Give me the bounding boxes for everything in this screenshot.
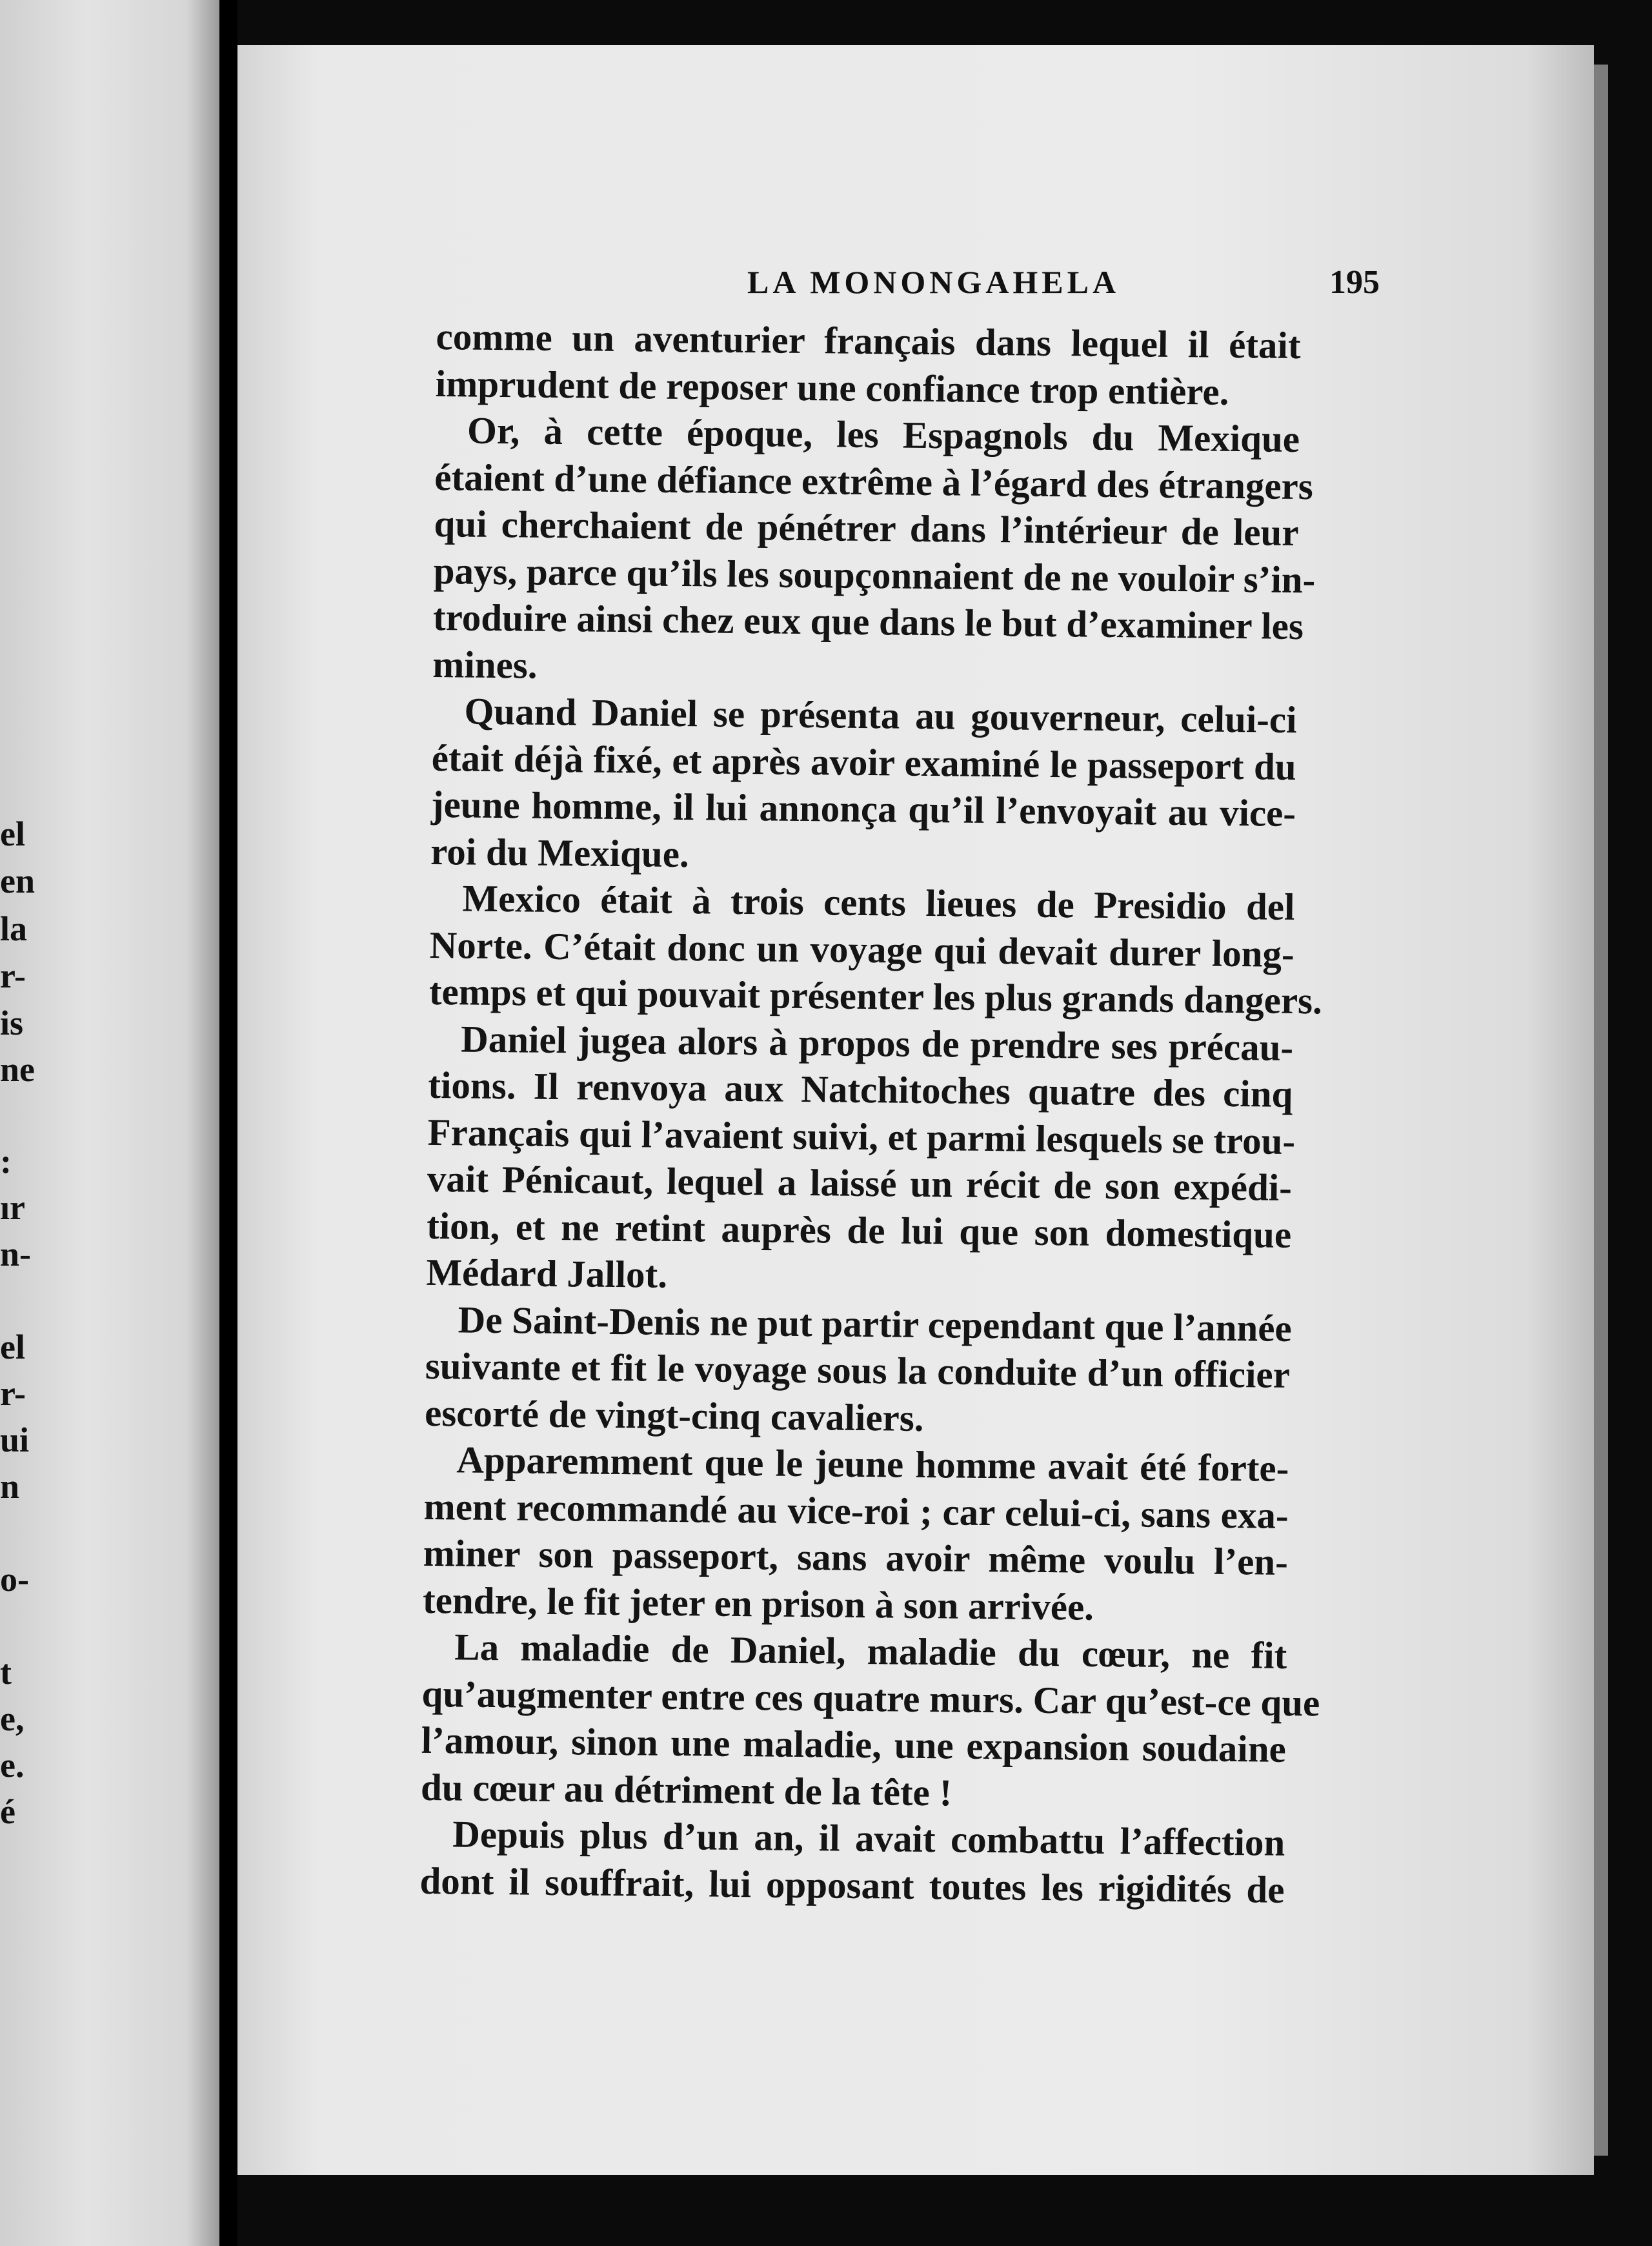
text-line: Depuis plus d’un an, il avait combattu l’affection bbox=[452, 1812, 1285, 1864]
book-gutter bbox=[219, 0, 237, 2246]
facing-page-fragment: t bbox=[0, 1653, 12, 1692]
text-line: imprudent de reposer une confiance trop entière. bbox=[435, 361, 1229, 413]
page-edge-shadow bbox=[1594, 65, 1608, 2156]
text-line: La maladie de Daniel, maladie du cœur, ne fit bbox=[454, 1625, 1287, 1677]
text-line: qu’augmenter entre ces quatre murs. Car qu’est-ce que bbox=[421, 1672, 1320, 1724]
text-line: Daniel jugea alors à propos de prendre ses précau- bbox=[460, 1017, 1294, 1069]
text-line: étaient d’une défiance extrême à l’égard des étrangers bbox=[434, 455, 1314, 507]
facing-page-fragment: : bbox=[0, 1142, 12, 1180]
text-line: était déjà fixé, et après avoir examiné le passeport du bbox=[431, 736, 1297, 788]
facing-page-fragment: e, bbox=[0, 1699, 25, 1738]
text-line: pays, parce qu’ils les soupçonnaient de ne vouloir s’in- bbox=[433, 549, 1316, 601]
text-line: escorté de vingt-cinq cavaliers. bbox=[424, 1391, 924, 1439]
text-line: troduire ainsi chez eux que dans le but d’examiner les bbox=[432, 595, 1304, 648]
text-line: miner son passeport, sans avoir même voulu l’en- bbox=[423, 1531, 1289, 1583]
text-line: Médard Jallot. bbox=[426, 1250, 668, 1296]
text-line: De Saint-Denis ne put partir cependant que l’année bbox=[458, 1297, 1293, 1350]
text-line: qui cherchaient de pénétrer dans l’intérieur de leur bbox=[434, 501, 1299, 554]
text-line: dont il souffrait, lui opposant toutes les rigidités de bbox=[419, 1859, 1285, 1911]
facing-page-fragment: en bbox=[0, 862, 35, 900]
text-line: comme un aventurier français dans lequel il était bbox=[436, 314, 1301, 367]
page-header bbox=[237, 263, 1594, 309]
facing-page-fragment: ui bbox=[0, 1421, 30, 1459]
text-line: tions. Il renvoya aux Natchitoches quatre des cinq bbox=[428, 1063, 1293, 1115]
facing-page-fragment: la bbox=[0, 909, 28, 948]
facing-page-fragment: n bbox=[0, 1467, 20, 1506]
text-line: roi du Mexique. bbox=[430, 829, 690, 875]
text-line: tendre, le fit jeter en prison à son arrivée. bbox=[422, 1578, 1094, 1628]
facing-page-fragment: e. bbox=[0, 1746, 25, 1785]
facing-page-fragment: el bbox=[0, 814, 25, 853]
text-line: suivante et fit le voyage sous la conduite d’un officier bbox=[425, 1344, 1291, 1396]
text-line: mines. bbox=[432, 642, 538, 687]
text-line: Français qui l’avaient suivi, et parmi lesquels se trou- bbox=[427, 1110, 1296, 1162]
text-line: jeune homme, il lui annonça qu’il l’envoyait au vice- bbox=[430, 782, 1296, 835]
text-line: Or, à cette époque, les Espagnols du Mexique bbox=[467, 409, 1300, 461]
running-title: LA MONONGAHELA bbox=[747, 264, 1120, 300]
text-line: temps et qui pouvait présenter les plus grands dangers. bbox=[428, 969, 1323, 1022]
facing-page-fragment: r- bbox=[0, 956, 26, 995]
facing-page-fragment: el bbox=[0, 1328, 25, 1366]
text-line: tion, et ne retint auprès de lui que son domestique bbox=[426, 1204, 1292, 1256]
text-line: Norte. C’était donc un voyage qui devait durer long- bbox=[429, 923, 1295, 975]
text-line: Mexico était à trois cents lieues de Presidio del bbox=[462, 876, 1295, 928]
facing-page-fragment: ır bbox=[0, 1188, 25, 1227]
text-line: Quand Daniel se présenta au gouverneur, celui-ci bbox=[464, 689, 1297, 741]
facing-page-fragment: ne bbox=[0, 1050, 35, 1089]
facing-page-edge bbox=[0, 0, 219, 2246]
facing-page-fragment: is bbox=[0, 1004, 24, 1042]
text-line: du cœur au détriment de la tête ! bbox=[420, 1765, 952, 1814]
text-line: ment recommandé au vice-roi ; car celui-ci, sans exa- bbox=[423, 1484, 1289, 1537]
facing-page-fragment: n- bbox=[0, 1235, 32, 1273]
book-page bbox=[237, 45, 1594, 2175]
facing-page-fragment: é bbox=[0, 1792, 15, 1831]
page-number: 195 bbox=[1329, 264, 1380, 301]
text-line: Apparemment que le jeune homme avait été forte- bbox=[456, 1438, 1289, 1490]
facing-page-fragment: r- bbox=[0, 1374, 26, 1413]
text-line: vait Pénicaut, lequel a laissé un récit de son expédi- bbox=[427, 1157, 1293, 1209]
text-line: l’amour, sinon une maladie, une expansion soudaine bbox=[421, 1718, 1287, 1770]
page-body bbox=[419, 313, 1323, 1913]
facing-page-fragment: o- bbox=[0, 1560, 29, 1599]
